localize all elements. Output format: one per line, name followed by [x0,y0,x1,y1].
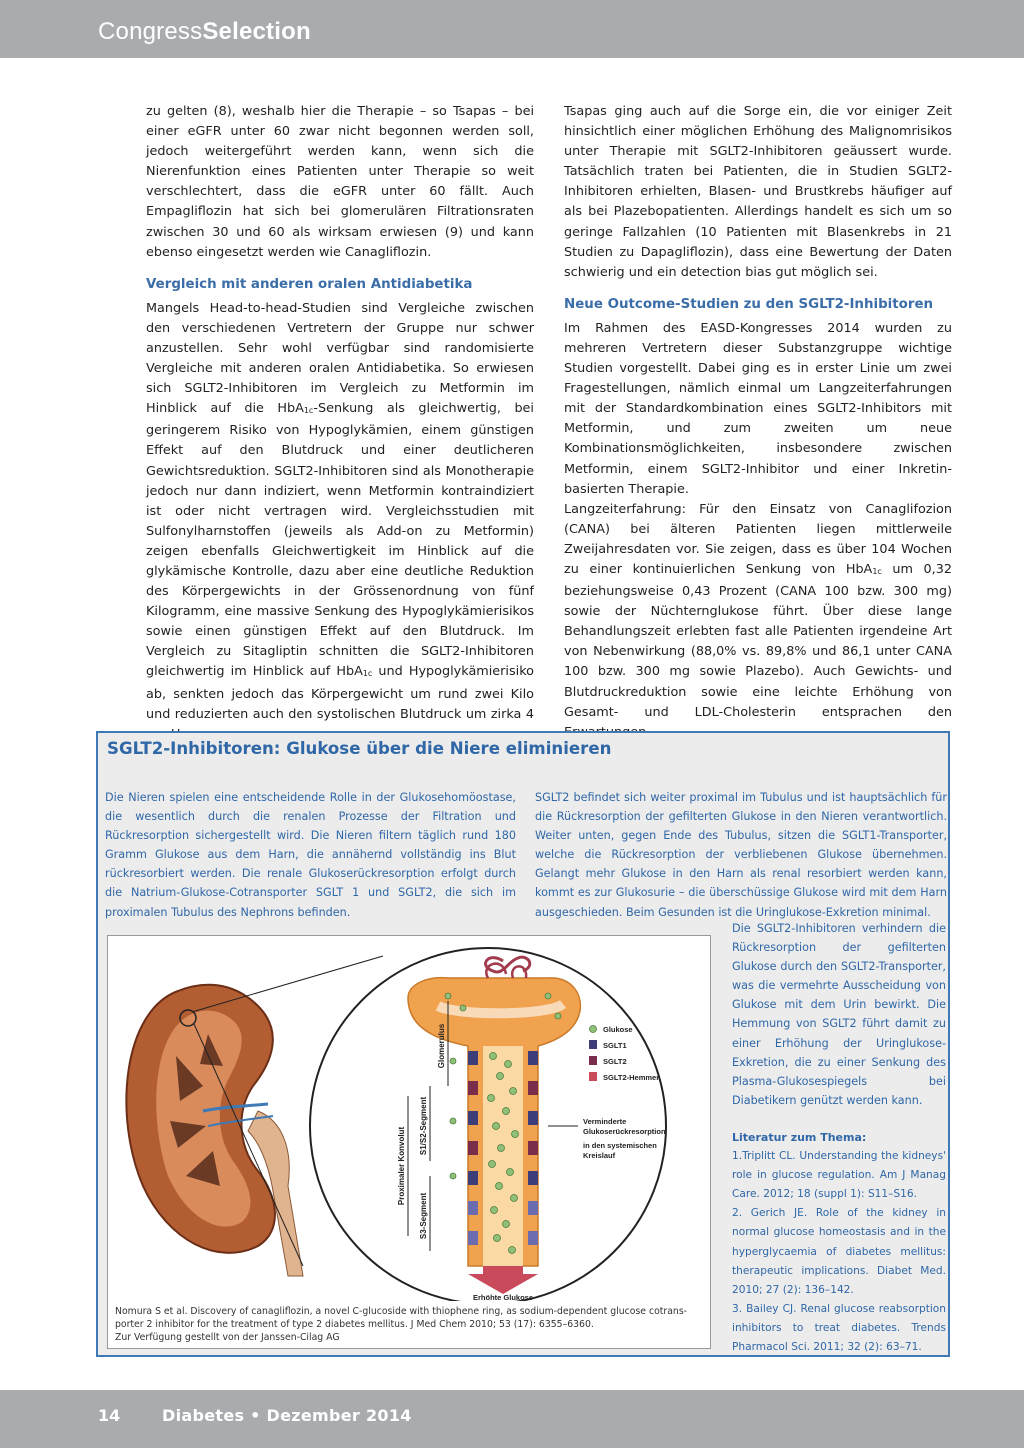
svg-text:SGLT1: SGLT1 [603,1041,627,1050]
left-column [146,102,534,745]
literature-item: 2. Gerich JE. Role of the kidney in normal glucose homeostasis and in the hyperglycaemia of diabetes mellitus: therapeutic implications. Diabet Med. 2010; 27 (2): 136–142. [732,1207,946,1296]
journal-issue: Diabetes • Dezember 2014 [162,1406,412,1425]
right-column [564,102,952,743]
section-heading: Vergleich mit anderen oralen Antidiabetika [146,276,473,292]
paragraph: Im Rahmen des EASD-Kongresses 2014 wurden zu mehreren Vertretern dieser Substanzgruppe wichtige Studien vorgestellt. Dabei ging es in erster Linie um zwei Fragestellungen, nämlich einmal um Langzeiterfahrungen mit der Standardkombination eines SGLT2-Inhibitors mit Metformin, und zum zweiten um neue Kombinationsmöglichkeiten, insbesondere zwischen Metformin, einem SGLT2-Inhibitor und einer Inkretin-basierten Therapie. [564,320,952,497]
svg-text:SGLT2-Hemmer: SGLT2-Hemmer [603,1073,660,1082]
kidney-illustration [107,935,711,1349]
page-footer [0,1390,1024,1448]
info-box [96,731,950,1357]
label-glomerulus: Glomerulus [437,1023,446,1069]
label-s3: S3-Segment [419,1192,428,1240]
kidney-shape [126,985,303,1276]
label-proximal: Proximaler Konvolut [397,1126,406,1206]
brand-logo: CongressSelection [98,18,311,45]
box-side-text: Die SGLT2-Inhibitoren verhindern die Rückresorption der gefilterten Glukose durch den SGLT2-Transporter, was die vermehrte Ausscheidung von Glukose mit dem Urin bewirkt. Die Hemmung von SGLT2 führt damit zu einer Erhöhung der Uringlukose-Exkretion, die zu einer Senkung des Plasma-Glukosespiegels bei Diabetikern genützt werden kann. [732,922,946,1107]
literature-item: 3. Bailey CJ. Renal glucose reabsorption inhibitors to treat diabetes. Trends Pharmacol Sci. 2011; 32 (2): 63–71. [732,1302,946,1354]
paragraph: Tsapas ging auch auf die Sorge ein, die vor einiger Zeit hinsichtlich einer möglichen Erhöhung des Malignomrisikos unter Therapie mit SGLT2-Inhibitoren geäussert wurde. Tatsächlich traten bei Patienten, die in Studien SGLT2-Inhibitoren erhielten, Blasen- und Brustkrebs häufiger auf als bei Plazebopatienten. Allerdings handelt es sich um so geringe Fallzahlen (10 Patienten mit Blasenkrebs in 21 Studien zu Dapagliflozin), dass eine Bewertung der Daten schwierig und ein detection bias gut möglich sei. [564,104,952,280]
kidney-diagram [108,936,708,1301]
box-title: SGLT2-Inhibitoren: Glukose über die Niere eliminieren [107,739,612,758]
box-text-right: SGLT2 befindet sich weiter proximal im Tubulus und ist hauptsächlich für die Rückresorption der gefilterten Glukose in den Nieren verantwortlich. Weiter unten, gegen Ende des Tubulus, sitzen die SGLT1-Transporter, welche die Rückresorption der verbliebenen Glukose übernehmen. Gelangt mehr Glukose in den Harn als renal resorbiert werden kann, kommt es zur Glukosurie – die überschüssige Glukose wird mit dem Harn ausgeschieden. Beim Gesunden ist die Uringlukose-Exkretion minimal. [535,791,947,919]
paragraph: zu gelten (8), weshalb hier die Therapie – so Tsapas – bei einer eGFR unter 60 zwar nicht begonnen werden soll, jedoch weitergeführt werden kann, wenn sich die Nierenfunktion eines Patienten unter Therapie so weit verschlechtert, dass die eGFR unter 60 fällt. Auch Empagliflozin hat sich bei glomerulären Filtrationsraten zwischen 30 und 60 als wirksam erwiesen (9) und kann ebenso eingesetzt werden wie Canagliflozin. [146,104,534,260]
svg-text:Glukose: Glukose [603,1025,633,1034]
section-heading: Neue Outcome-Studien zu den SGLT2-Inhibitoren [564,296,934,312]
svg-text:SGLT2: SGLT2 [603,1057,627,1066]
figure-caption: Nomura S et al. Discovery of canagliflozin, a novel C-glucoside with thiophene ring, as sodium-dependent glucose cotrans- porter 2 inhibitor for the treatment of type 2 diabetes mellitus. J Med Chem 2010; 53 (17): 6355–6360. Zur Verfügung gestellt von der Janssen-Cilag AG [115,1306,688,1343]
page-header [0,0,1024,58]
label-s1s2: S1/S2-Segment [419,1096,428,1156]
svg-text:Glukoserückresorption: Glukoserückresorption [583,1127,666,1136]
literature-list [732,1128,946,1357]
svg-text:Erhöhte Glukose: Erhöhte Glukose [472,1293,534,1301]
paragraph: Langzeiterfahrung: Für den Einsatz von Canaglifozion (CANA) bei älteren Patienten liegen mittlerweile Zweijahresdaten vor. Sie zeigen, dass es über 104 Wochen zu einer kontinuierlichen Senkung von HbA$_{1c}$ um 0,32 beziehungsweise 0,43 Prozent (CANA 100 bzw. 300 mg) sowie der Nüchternglukose führt. Über diese lange Behandlungszeit erlebten fast alle Patienten irgendeine Art von Nebenwirkung (88,0% vs. 89,8% und 86,1 unter CANA 100 bzw. 300 mg sowie Plazebo). Auch Gewichts- und Blutdruckreduktion sowie eine leichte Erhöhung von Gesamt- und LDL-Cholesterin entsprachen den [564,501,952,720]
svg-text:in den systemischen: in den systemischen [583,1141,657,1150]
paragraph: Mangels Head-to-head-Studien sind Vergleiche zwischen den verschiedenen Vertretern der Gruppe nur schwer anzustellen. Sehr wohl verfügbar sind randomisierte Vergleiche mit anderen oralen Antidiabetika. So erwiesen sich SGLT2-Inhibitoren im Vergleich zu Metformin im Hinblick auf die HbA$_{1c}$-Senkung als gleichwertig, bei geringerem Risiko von Hypoglykämien, einem günstigen Effekt auf den Blutdruck und einer deutlicheren Gewichtsreduktion. SGLT2-Inhibitoren sind als Monotherapie jedoch nur dann indiziert, wenn Metformin kontraindiziert ist oder nicht vertragen wird. Vergleichsstudien mit Sulfonylharnstoffen (jeweils als Add-on zu Metformin) zeigen ebenfalls Gleichwertigkeit im Hinblick auf die glykämische Kontrolle, dazu aber eine deutliche Reduktion des Körpergewichts in der Grössenordnung von fünf Kilogramm, eine massive Senkung des Hypoglykämierisikos sowie einen günstigen Effekt auf den Blutdruck. Im Vergleich zu Sitagliptin schnitten die SGLT2-Inhibitoren gleichwertig im Hinblick auf HbA$_{1c}$ und Hypoglykämierisiko ab, senkten jedoch das Körpergewicht um rund zwei Kilo und reduzierten auch den systolischen Blutdruck um zirka 4 [146,300,534,722]
box-text-left: Die Nieren spielen eine entscheidende Rolle in der Glukosehomöostase, die wesentlich durch die renalen Prozesse der Filtration und Rückresorption sichergestellt wird. Die Nieren filtern täglich rund 180 Gramm Glukose aus dem Harn, die annähernd vollständig ins Blut rückresorbiert werden. Die renale Glukoserückresorption erfolgt durch die Natrium-Glukose-Cotransporter SGLT 1 und SGLT2, die sich im proximalen Tubulus des Nephrons befinden. [105,791,516,919]
literature-item: 1.Triplitt CL. Understanding the kidneys' role in glucose regulation. Am J Manag Care. 2012; 18 (suppl 1): S11–S16. [732,1150,946,1201]
zoom-line [192,956,383,1012]
svg-text:Verminderte: Verminderte [583,1117,627,1126]
literature-title: Literatur zum Thema: [732,1131,867,1144]
urine-label [473,1293,533,1301]
page-number: 14 [98,1406,121,1425]
svg-text:Kreislauf: Kreislauf [583,1151,616,1160]
